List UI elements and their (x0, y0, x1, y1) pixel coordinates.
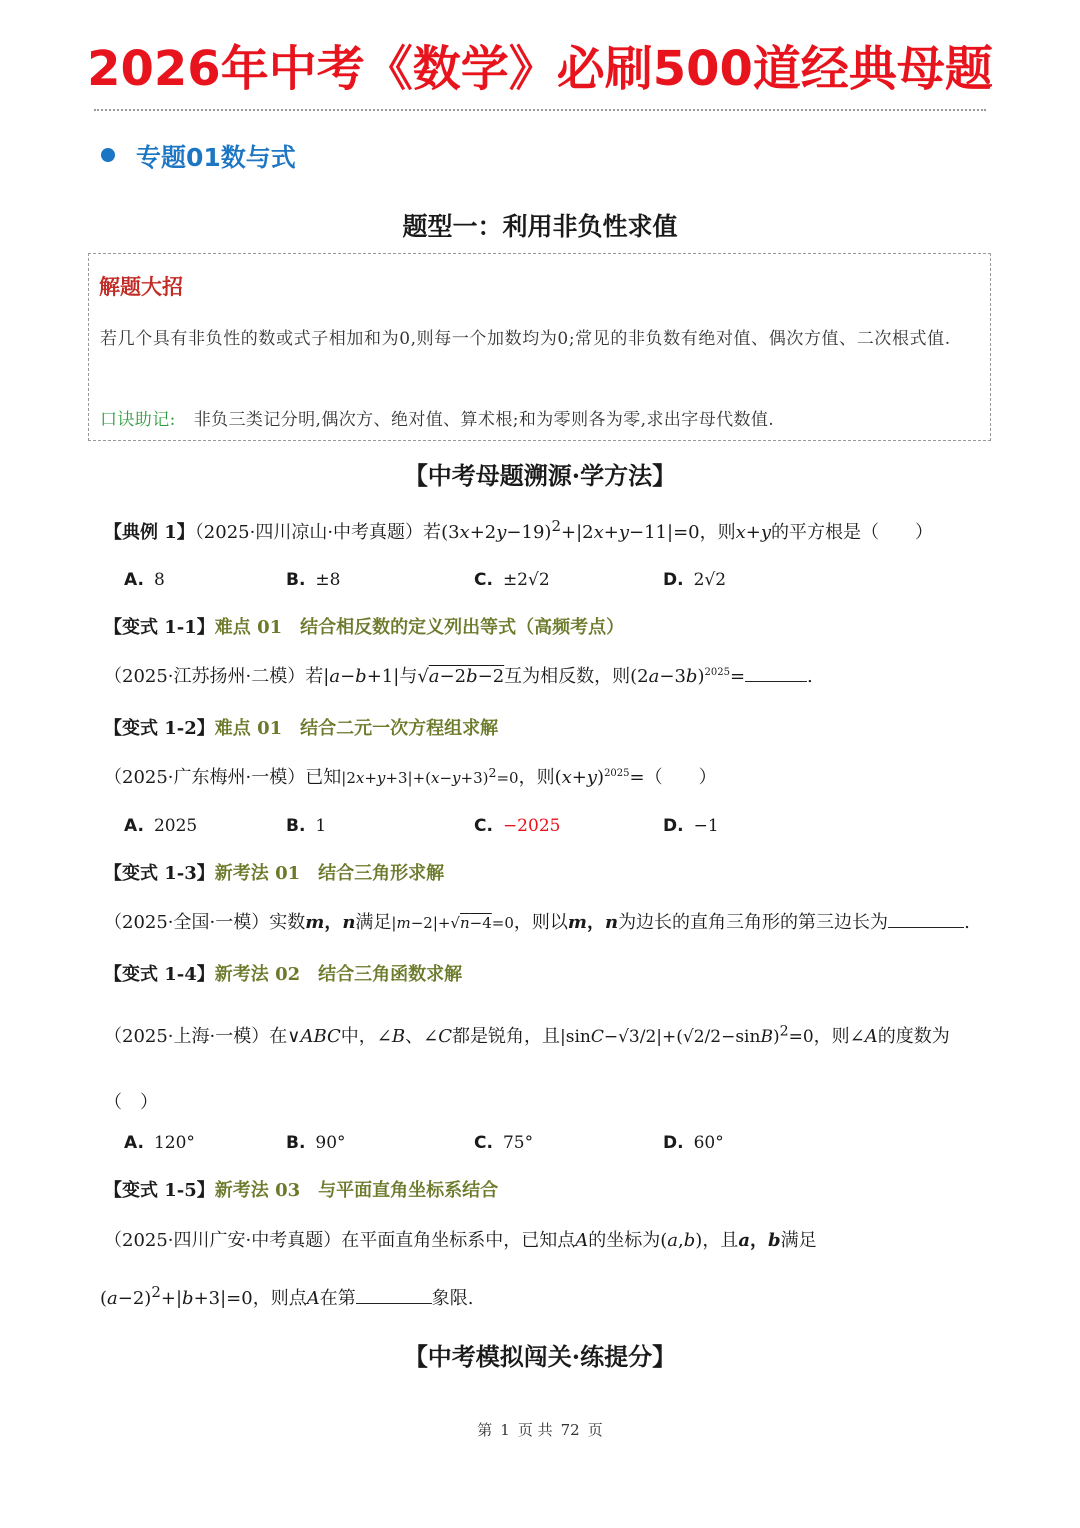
variant-1-4-heading: 【变式 1-4】新考法 02 结合三角函数求解 (104, 964, 463, 985)
answer-blank[interactable] (356, 1287, 432, 1304)
option-a: A. 2025 (124, 816, 198, 836)
question-source: （2025·四川凉山·中考真题）若 (194, 522, 442, 543)
mnemonic (100, 405, 774, 430)
option-a: A. 120° (124, 1133, 195, 1153)
answer-blank[interactable] (888, 911, 964, 928)
question-type-title: 题型一：利用非负性求值 (402, 212, 678, 241)
mnemonic-text: 非负三类记分明,偶次方、绝对值、算术根;和为零则各为零,求出字母代数值. (193, 410, 775, 430)
option-c: C. 75° (474, 1133, 534, 1153)
variant-1-5-heading: 【变式 1-5】新考法 03 与平面直角坐标系结合 (104, 1180, 499, 1201)
variant-1-2-question: （2025·广东梅州·一模）已知$|2x+y+3|+(x-y+3)^2=0$，则$(x+y)^{2025}=$（ ） (104, 765, 717, 788)
variant-1-5-question: （2025·四川广安·中考真题）在平面直角坐标系中，已知点A的坐标为(a,b)，且a，b满足 (104, 1230, 817, 1251)
option-c: C. −2025 (474, 816, 561, 836)
option-a: A. 8 (124, 570, 165, 590)
page-total: 72 (560, 1421, 580, 1439)
example-1-question (104, 517, 933, 544)
option-d: D. −1 (663, 816, 719, 836)
variant-1-1-heading: 【变式 1-1】难点 01 结合相反数的定义列出等式（高频考点） (104, 617, 625, 638)
page-footer: 第 1 页 共 72 页 (477, 1421, 603, 1439)
variant-1-3-question: （2025·全国·一模）实数m，n满足|m−2|+√n−4=0，则以m，n为边长的直角三角形的第三边长为 . (104, 912, 970, 933)
question-mid: ，则 (699, 522, 736, 543)
page-number: 1 (500, 1421, 510, 1439)
mnemonic-label: 口诀助记: (100, 410, 176, 430)
expression: x+y (735, 522, 772, 543)
variant-1-3-heading: 【变式 1-3】新考法 01 结合三角形求解 (104, 863, 445, 884)
question-tail: 的平方根是（ ） (771, 522, 934, 543)
option-b: B. 1 (286, 816, 327, 836)
document-title: 2026年中考《数学》必刷500道经典母题 (87, 41, 993, 97)
option-b: B. 90° (286, 1133, 346, 1153)
section-heading-practice: 【中考模拟闯关·练提分】 (403, 1342, 677, 1371)
option-b: B. ±8 (286, 570, 341, 590)
option-d: D. 60° (663, 1133, 724, 1153)
tip-text: 若几个具有非负性的数或式子相加和为0,则每一个加数均为0;常见的非负数有绝对值、偶次方值、二次根式值. (100, 329, 951, 349)
variant-1-1-question: （2025·江苏扬州·二模）若|a−b+1|与√a−2b−2互为相反数，则$(2a-3b)^{2025}=$ . (104, 666, 813, 687)
variant-1-2-heading: 【变式 1-2】难点 01 结合二元一次方程组求解 (104, 718, 499, 739)
tip-heading: 解题大招 (99, 275, 183, 299)
variant-1-5-question-line2: $(a-2)^2+|b+3|=0$，则点A在第 象限. (100, 1283, 474, 1309)
option-c: C. ±2√2 (474, 570, 550, 590)
topic-heading: 专题01数与式 (136, 143, 296, 172)
example-tag: 【典例 1】 (104, 522, 195, 543)
title-divider (94, 109, 986, 111)
answer-blank[interactable] (745, 665, 807, 682)
section-heading-source: 【中考母题溯源·学方法】 (403, 461, 677, 490)
option-d: D. 2√2 (663, 570, 727, 590)
equation: $(3x+2y-19)^2+|2x+y-11|=0$ (441, 517, 700, 543)
answer-parentheses: （ ） (104, 1092, 158, 1113)
variant-1-4-question: （2025·上海·一模）在∨ABC中，∠B、∠C都是锐角，且$|\sin C-√3/2|+(√2/2-\sin B)^2=0$，则∠A的度数为 (104, 1023, 950, 1047)
bullet-dot-icon (101, 148, 115, 162)
